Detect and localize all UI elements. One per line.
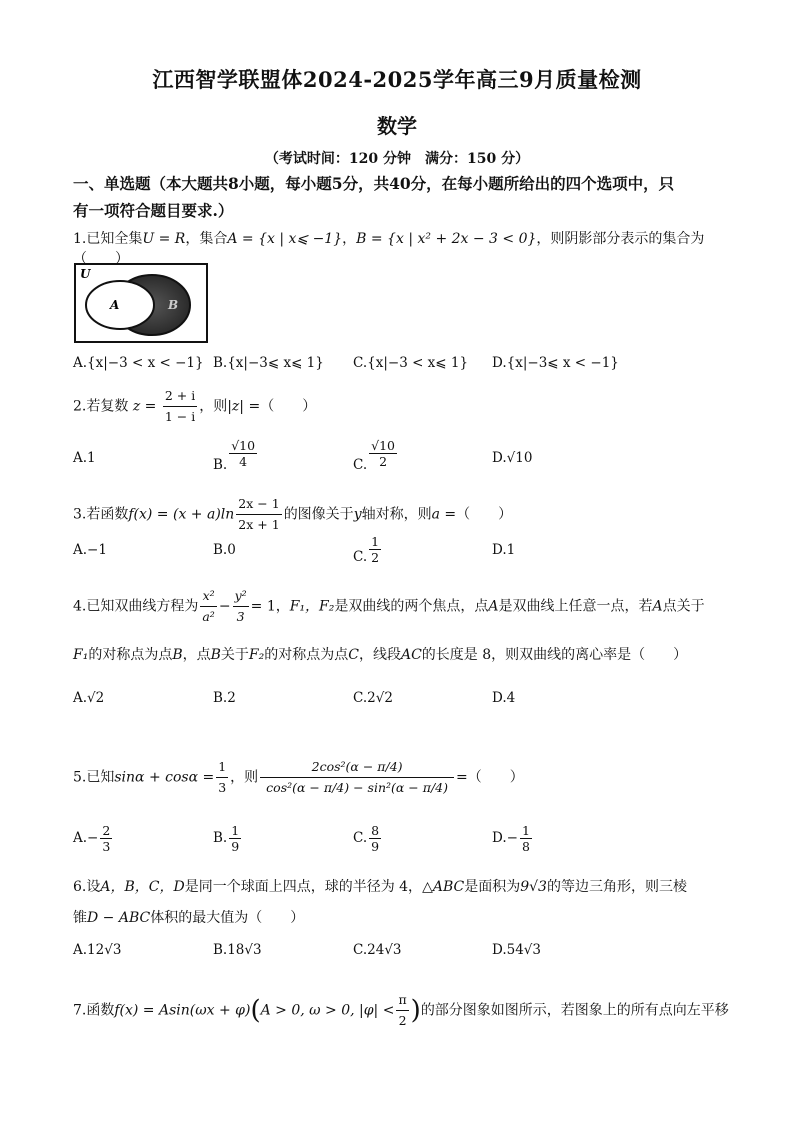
question-4-line1 — [73, 586, 723, 627]
q7-text-d: 的部分图象如图所示，若图象上的所有点向左平移 — [420, 1002, 729, 1019]
q4-text-2j: ，线段 — [358, 647, 401, 663]
q4-text-2d: ，点 — [182, 647, 211, 663]
q7-frac-num: π — [396, 990, 408, 1011]
venn-label-u: U — [80, 267, 91, 281]
q1-text-g: ，则阴影部分表示的集合为（ ） — [73, 231, 705, 267]
q2-var-z: z = — [132, 398, 157, 415]
question-1-options — [73, 355, 723, 385]
q5-option-b-den: 9 — [231, 839, 240, 854]
q1-universal-set: U = R — [142, 231, 186, 247]
q5-text-d: =（ ） — [456, 769, 524, 786]
q1-text-e: ， — [342, 231, 357, 247]
q1-set-a: A = {x | x⩽ −1} — [227, 231, 343, 247]
q2-text-c: ，则 — [199, 398, 228, 415]
q7-text-a: 7.函数 — [73, 1002, 115, 1019]
question-5-stem — [73, 735, 723, 815]
q5-option-c[interactable] — [353, 823, 383, 854]
q5-sum: sinα + cosα = — [114, 769, 215, 786]
q4-text-h: 点关于 — [662, 598, 705, 615]
q2-text-e: （ ） — [260, 398, 317, 415]
q2-abs-z: |z| = — [227, 398, 261, 415]
question-4-options — [73, 690, 723, 720]
q4-text-a: 4.已知双曲线方程为 — [73, 598, 199, 615]
q4-text-2b: 的对称点为点 — [88, 647, 173, 663]
q4-segment-ac: AC — [400, 647, 422, 663]
q4-option-b[interactable]: B.2 — [213, 690, 236, 706]
q2-option-b-num: √10 — [231, 438, 256, 453]
q4-point-c: C — [348, 647, 359, 663]
q6-text-2a: 锥 — [73, 910, 87, 926]
q3-option-c-frac — [369, 534, 381, 565]
q4-text-2h: 的对称点为点 — [264, 647, 349, 663]
q3-function: f(x) = (x + a)ln — [128, 506, 235, 523]
q6-option-a[interactable]: A.12√3 — [73, 942, 122, 958]
question-4-line2 — [73, 645, 723, 665]
q6-triangle: △ABC — [422, 879, 465, 895]
q4-text-f: 是双曲线上任意一点，若 — [498, 598, 653, 615]
q4-text-2f: 关于 — [220, 647, 249, 663]
question-6-line2 — [73, 908, 723, 928]
q2-option-c-label: C. — [353, 457, 368, 473]
q2-option-c[interactable] — [353, 438, 399, 473]
q3-option-c[interactable] — [353, 534, 383, 565]
q5-option-d-label: D.− — [492, 830, 518, 846]
exam-title: 江西智学联盟体2024-2025学年高三9月质量检测 — [152, 67, 642, 92]
q7-frac-den: 2 — [398, 1013, 407, 1028]
q6-text-g: 的等边三角形，则三棱 — [546, 879, 687, 895]
q1-text-c: ，集合 — [185, 231, 228, 247]
q1-option-c[interactable]: C.{x|−3 < x⩽ 1} — [353, 355, 469, 371]
q4-frac-x-num: x² — [200, 586, 216, 607]
q1-set-b: B = {x | x² + 2x − 3 < 0} — [356, 231, 537, 247]
q5-option-c-num: 8 — [371, 823, 380, 838]
venn-svg — [76, 265, 206, 341]
q2-option-b[interactable] — [213, 438, 259, 473]
q4-point-b-2: B — [210, 647, 221, 663]
question-6-options — [73, 942, 723, 972]
q6-text-2c: 体积的最大值为（ ） — [150, 910, 305, 926]
q6-area: 9√3 — [520, 879, 547, 895]
q5-option-a-frac — [100, 823, 112, 854]
q4-frac-y — [233, 586, 249, 627]
question-7-stem — [73, 990, 733, 1031]
q5-frac-den: 3 — [218, 780, 227, 795]
q2-option-c-frac — [369, 438, 397, 469]
section-heading — [73, 170, 723, 224]
q2-option-d-val: √10 — [506, 450, 533, 466]
q3-y: y — [353, 506, 362, 523]
q5-option-a-label: A.− — [73, 830, 99, 846]
q5-option-b-frac — [229, 823, 241, 854]
q3-a: a = — [431, 506, 457, 523]
question-2-stem — [73, 386, 723, 427]
q3-option-d[interactable]: D.1 — [492, 542, 516, 558]
subject-title: 数学 — [377, 114, 417, 138]
q1-text-a: 1.已知全集 — [73, 231, 143, 247]
question-5-options — [73, 823, 723, 863]
q2-text-a: 2.若复数 — [73, 398, 129, 415]
q2-frac-den: 1 − i — [164, 409, 196, 424]
q6-text-c: 是同一个球面上四点，球的半径为 4， — [184, 879, 423, 895]
q2-option-b-frac — [229, 438, 257, 469]
q5-option-d-num: 1 — [521, 823, 530, 838]
q7-paren-close: ) — [410, 995, 421, 1026]
q4-point-b: B — [172, 647, 183, 663]
q5-option-b-num: 1 — [231, 823, 240, 838]
question-3-stem — [73, 494, 723, 535]
q5-option-d-den: 8 — [521, 839, 530, 854]
q5-option-c-den: 9 — [371, 839, 380, 854]
q7-condition: A > 0, ω > 0, |φ| < — [260, 1002, 395, 1019]
venn-label-a: A — [110, 298, 120, 312]
q7-frac — [396, 990, 408, 1031]
q6-text-e: 是面积为 — [464, 879, 521, 895]
q3-frac-den: 2x + 1 — [238, 517, 280, 532]
q2-option-b-label: B. — [213, 457, 228, 473]
q4-frac-x — [200, 586, 216, 627]
exam-meta: （考试时间：120 分钟 满分：150 分） — [264, 151, 530, 167]
q3-text-a: 3.若函数 — [73, 506, 129, 523]
q4-f1: F₁ — [73, 647, 89, 663]
q3-option-c-num: 1 — [371, 534, 380, 549]
q5-text-a: 5.已知 — [73, 769, 115, 786]
question-3-options — [73, 534, 723, 572]
venn-diagram — [74, 263, 208, 343]
q5-option-a-num: 2 — [102, 823, 111, 838]
question-6-line1 — [73, 877, 723, 897]
q5-option-d-frac — [520, 823, 532, 854]
q5-big-den: cos²(α − π/4) − sin²(α − π/4) — [266, 780, 449, 795]
section-heading-line1: 一、单选题（本大题共8小题，每小题5分，共40分，在每小题所给出的四个选项中，只 — [73, 174, 675, 193]
q4-frac-y-num: y² — [233, 586, 249, 607]
q4-frac-x-den: a² — [202, 609, 215, 624]
q2-option-d[interactable] — [492, 450, 532, 466]
q6-points: A，B，C，D — [100, 879, 185, 895]
q4-option-d[interactable]: D.4 — [492, 690, 516, 706]
q2-option-c-num: √10 — [371, 438, 396, 453]
q3-frac-num: 2x − 1 — [236, 494, 281, 515]
q4-point-a: A — [488, 598, 499, 615]
q3-option-c-label: C. — [353, 549, 368, 565]
q4-text-2l: 的长度是 8，则双曲线的离心率是（ ） — [421, 647, 688, 663]
q7-function: f(x) = Asin(ωx + φ) — [114, 1002, 251, 1019]
q5-row — [73, 757, 524, 798]
q2-option-a[interactable]: A.1 — [73, 450, 96, 466]
q4-point-a-2: A — [652, 598, 663, 615]
q6-option-c[interactable]: C.24√3 — [353, 942, 402, 958]
q5-option-b-label: B. — [213, 830, 228, 846]
q2-option-b-den: 4 — [239, 454, 248, 469]
q3-text-g: （ ） — [456, 506, 513, 523]
q4-eq: = 1， — [250, 598, 290, 615]
q4-text-d: 是双曲线的两个焦点，点 — [334, 598, 489, 615]
q5-option-a-den: 3 — [102, 839, 111, 854]
q2-fraction — [163, 386, 197, 427]
q5-option-a[interactable] — [73, 823, 114, 854]
q3-option-a[interactable]: A.−1 — [73, 542, 107, 558]
q3-option-b[interactable]: B.0 — [213, 542, 236, 558]
q5-option-b[interactable] — [213, 823, 243, 854]
q3-text-e: 轴对称，则 — [361, 506, 432, 523]
q4-f2: F₂ — [248, 647, 265, 663]
q4-foci: F₁，F₂ — [289, 598, 335, 615]
q4-option-c[interactable]: C.2√2 — [353, 690, 393, 706]
q4-option-a[interactable]: A.√2 — [73, 690, 105, 706]
q7-paren-open: ( — [250, 995, 261, 1026]
question-2-options — [73, 438, 723, 478]
q5-frac-num: 1 — [216, 757, 228, 778]
q5-option-d[interactable] — [492, 823, 534, 854]
q4-minus: − — [218, 598, 231, 615]
q5-text-c: ，则 — [230, 769, 259, 786]
q2-option-c-den: 2 — [379, 454, 388, 469]
q6-option-b[interactable]: B.18√3 — [213, 942, 262, 958]
q6-text-a: 6.设 — [73, 879, 101, 895]
q1-option-d[interactable]: D.{x|−3⩽ x < −1} — [492, 355, 619, 371]
q1-option-a[interactable]: A.{x|−3 < x < −1} — [73, 355, 204, 371]
q3-fraction — [236, 494, 281, 535]
q6-pyramid: D − ABC — [87, 910, 151, 926]
q5-option-c-label: C. — [353, 830, 368, 846]
q5-big-num: 2cos²(α − π/4) — [260, 757, 454, 778]
q5-big-fraction — [260, 757, 454, 798]
q3-text-c: 的图像关于 — [283, 506, 354, 523]
q5-option-c-frac — [369, 823, 381, 854]
q4-frac-y-den: 3 — [236, 609, 245, 624]
q5-frac — [216, 757, 228, 798]
q6-option-d[interactable]: D.54√3 — [492, 942, 542, 958]
q2-option-d-label: D. — [492, 450, 507, 466]
venn-label-b: B — [168, 298, 179, 312]
venn-set-a — [86, 281, 154, 329]
section-heading-line2: 有一项符合题目要求.） — [73, 201, 234, 220]
q1-option-b[interactable]: B.{x|−3⩽ x⩽ 1} — [213, 355, 324, 371]
q2-frac-num: 2 + i — [163, 386, 197, 407]
q3-option-c-den: 2 — [371, 550, 380, 565]
